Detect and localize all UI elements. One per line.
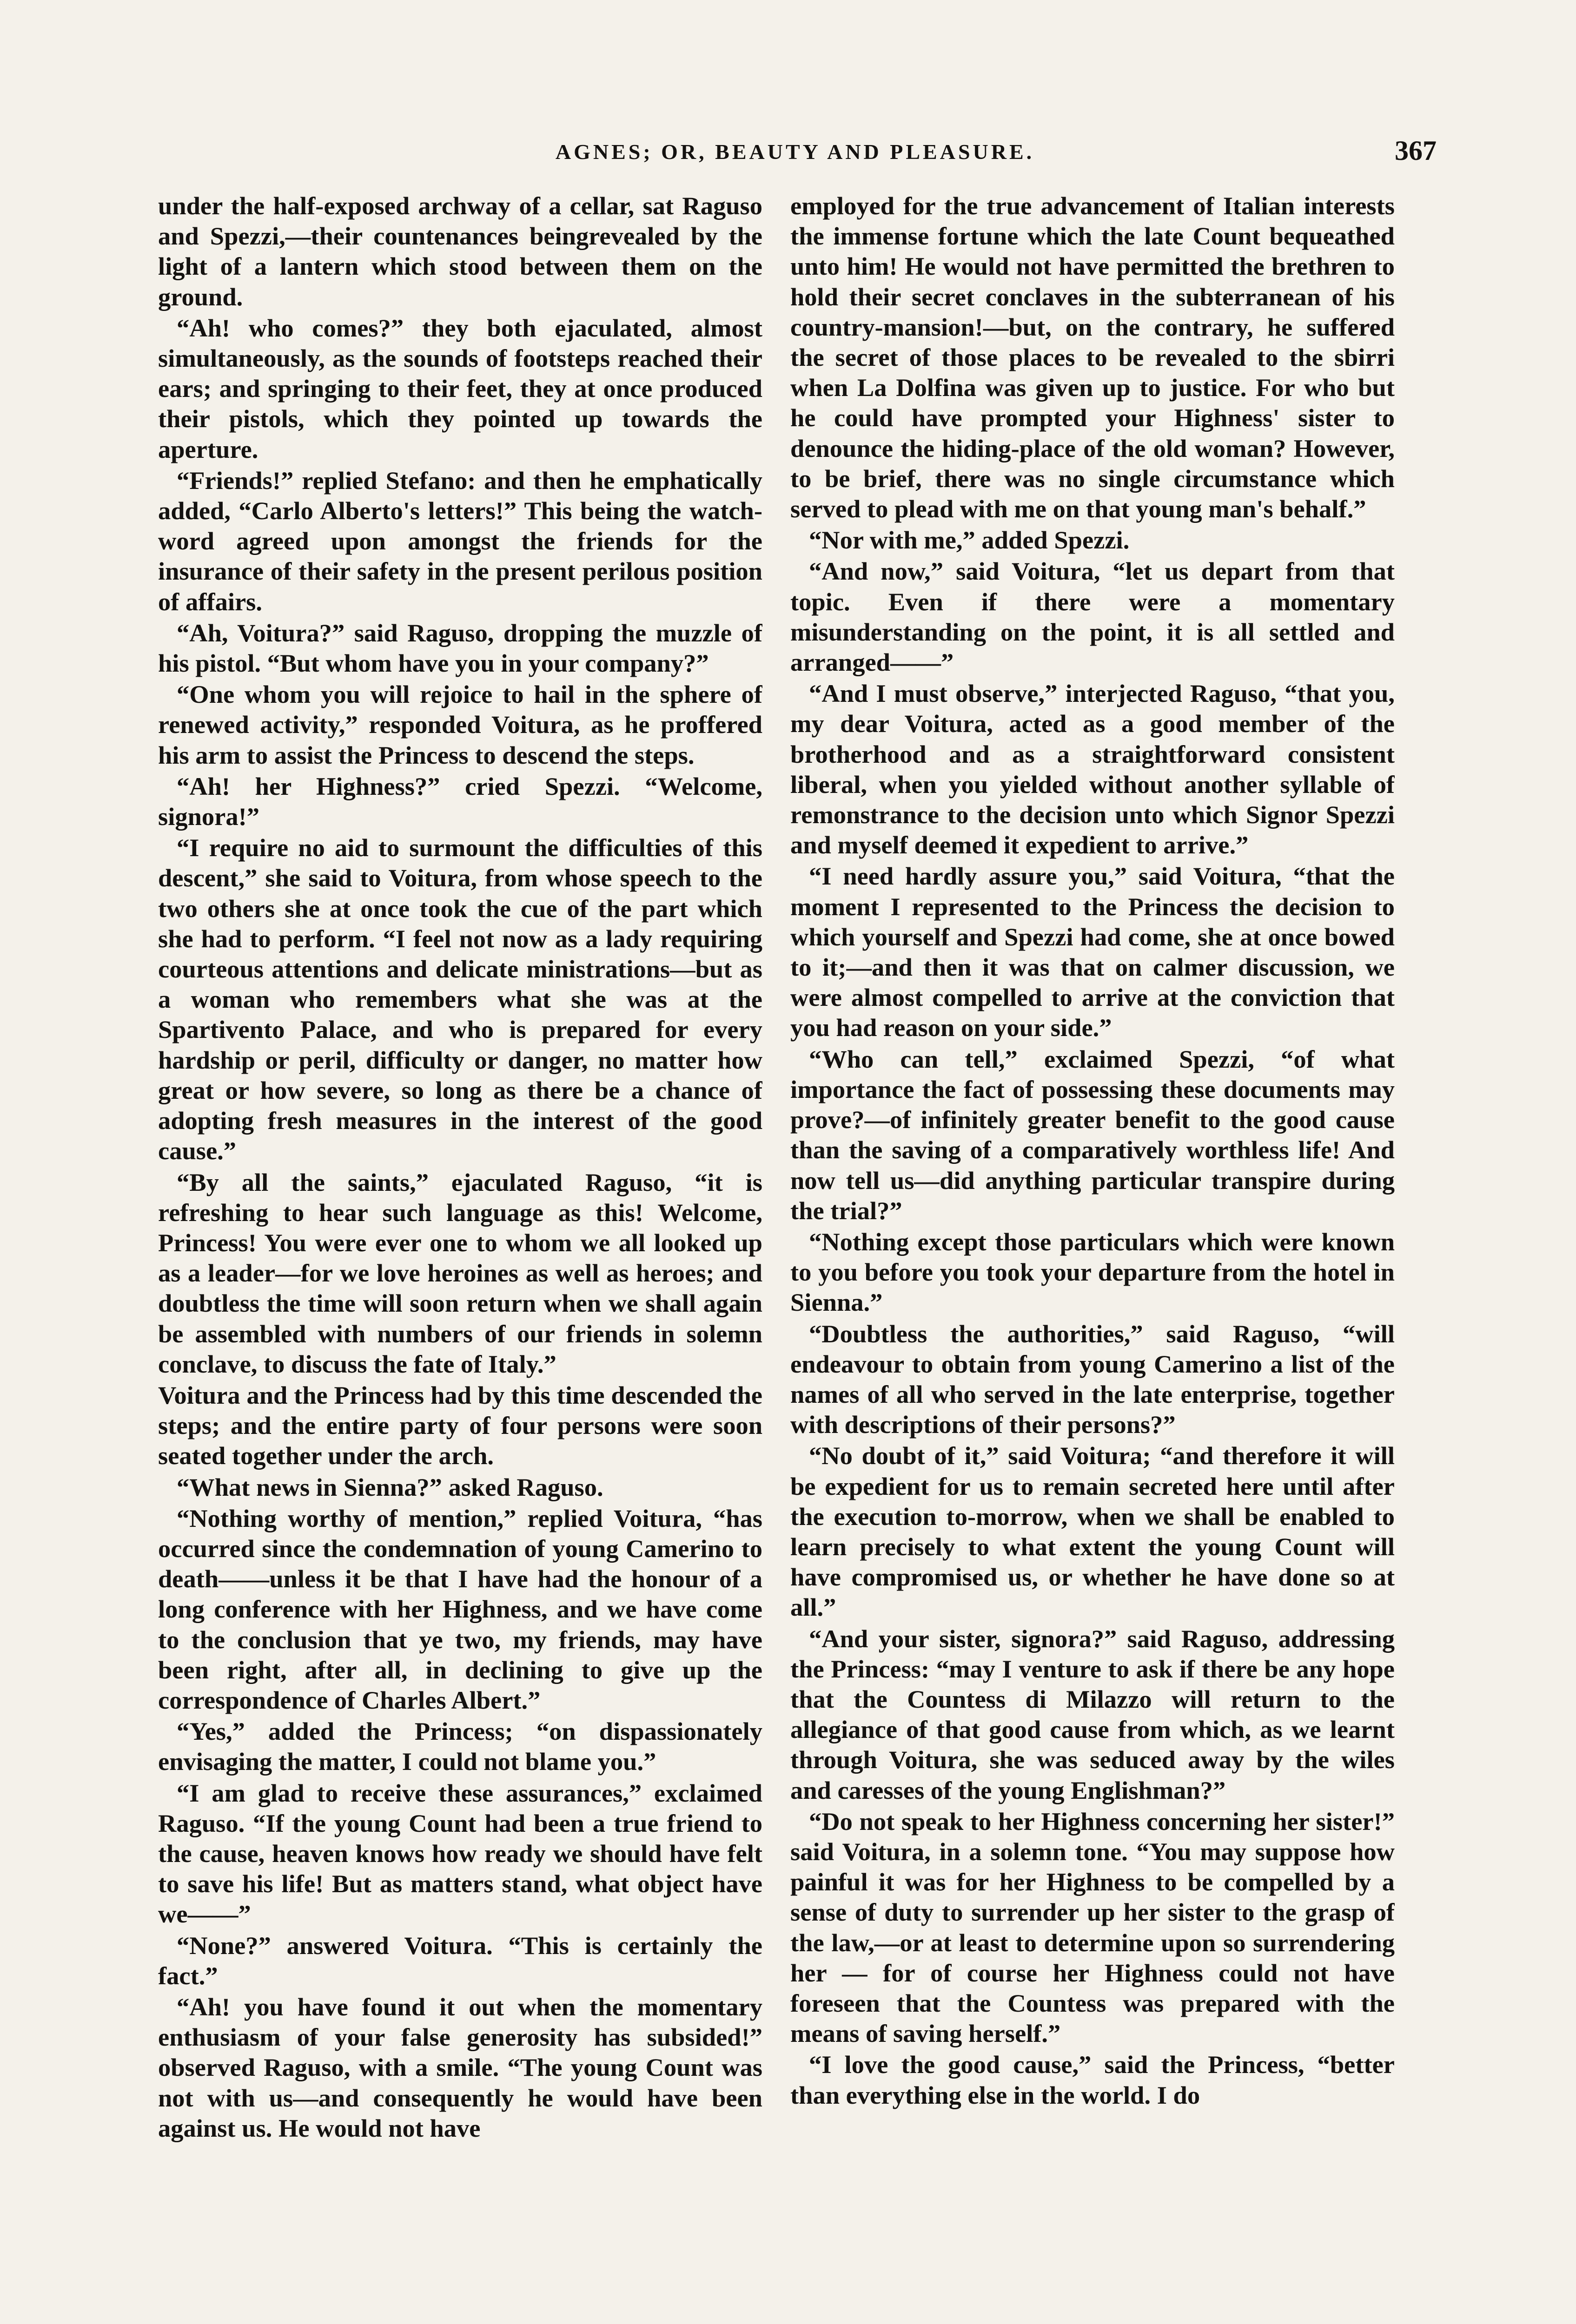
paragraph: “Nor with me,” added Spezzi. <box>809 526 1130 555</box>
paragraph: “Nothing worthy of mention,” replied Voitura, “has occurred since the condemnation of young Camerino to death——unless it be that I have had the honour of a long conference with her Highness, and we have come to the conclusion that ye two, my friends, may have been right, after all, in declining to give up the correspondence of Charles Albert.” <box>158 1504 762 1714</box>
paragraph: “I need hardly assure you,” said Voitura, “that the moment I represented to the Princess the decision to which yourself and Spezzi had come, she at once bowed to it;—and then it was that on calmer discussion, we were almost compelled to arrive at the conviction that you had reason on your side.” <box>790 862 1395 1042</box>
paragraph: “Yes,” added the Princess; “on dispassionately envisaging the matter, I could not blame you.” <box>158 1717 762 1776</box>
paragraph: “And I must observe,” interjected Raguso, “that you, my dear Voitura, acted as a good member of the brotherhood and as a straightforward consistent liberal, when you yielded without another syllable of remonstrance to the decision unto which Signor Spezzi and myself deemed it expedient to arrive.” <box>790 679 1395 859</box>
paragraph: “I am glad to receive these assurances,” exclaimed Raguso. “If the young Count had been a true friend to the cause, heaven knows how ready we should have felt to save his life! But as matters stand, what object have we——” <box>158 1778 762 1928</box>
running-title: AGNES; OR, BEAUTY AND PLEASURE. <box>555 140 1035 164</box>
paragraph: “Doubtless the authorities,” said Raguso, “will endeavour to obtain from young Camerino a list of the names of all who served in the late enterprise, together with descriptions of their persons?” <box>790 1319 1395 1439</box>
paragraph: “What news in Sienna?” asked Raguso. <box>177 1472 603 1501</box>
paragraph: “Ah! who comes?” they both ejaculated, almost simultaneously, as the sounds of footsteps reached their ears; and springing to their feet, they at once produced their pistols, which they pointed up towards the aperture. <box>158 313 762 463</box>
paragraph: “Who can tell,” exclaimed Spezzi, “of what importance the fact of possessing these documents may prove?—of infinitely greater benefit to the good cause than the saving of a comparatively worthless life! And now tell us—did anything particular transpire during the trial?” <box>790 1044 1395 1225</box>
paragraph: Voitura and the Princess had by this time descended the steps; and the entire party of four persons were soon seated together under the arch. <box>158 1380 762 1470</box>
paragraph: “I require no aid to surmount the difficulties of this descent,” she said to Voitura, from whose speech to the two others she at once took the cue of the part which she had to perform. “I feel not now as a lady requiring courteous attentions and delicate ministrations—but as a woman who remembers what she was at the Spartivento Palace, and who is prepared for every hardship or peril, difficulty or danger, no matter how great or how severe, so long as there be a chance of adopting fresh measures in the interest of the good cause.” <box>158 833 762 1165</box>
paragraph: “Friends!” replied Stefano: and then he emphatically added, “Carlo Alberto's letters!” This being the watch-word agreed upon amongst the friends for the insurance of their safety in the present perilous position of affairs. <box>158 466 762 616</box>
paragraph: “Ah! you have found it out when the momentary enthusiasm of your false generosity has subsided!” observed Raguso, with a smile. “The young Count was not with us—and consequently he would have been against us. He would not have <box>158 1992 762 2142</box>
paragraph: “And your sister, signora?” said Raguso, addressing the Princess: “may I venture to ask if there be any hope that the Countess di Milazzo will return to the allegiance of that good cause from which, as we learnt through Voitura, she was seduced away by the wiles and caresses of the young Englishman?” <box>790 1624 1395 1804</box>
paragraph: “Do not speak to her Highness concerning her sister!” said Voitura, in a solemn tone. “You may suppose how painful it was for her Highness to be compelled by a sense of duty to surrender up her sister to the grasp of the law,—or at least to determine upon so surrendering her — for of course her Highness could not have foreseen that the Countess was prepared with the means of saving herself.” <box>790 1807 1395 2048</box>
page-header <box>153 135 1437 186</box>
paragraph: under the half-exposed archway of a cellar, sat Raguso and Spezzi,—their countenances beingrevealed by the light of a lantern which stood between them on the ground. <box>158 191 762 311</box>
paragraph: “By all the saints,” ejaculated Raguso, “it is refreshing to hear such language as this! Welcome, Princess! You were ever one to whom we all looked up as a leader—for we love heroines as well as heroes; and doubtless the time will soon return when we shall again be assembled with numbers of our friends in solemn conclave, to discuss the fate of Italy.” <box>158 1168 762 1378</box>
paragraph: “One whom you will rejoice to hail in the sphere of renewed activity,” responded Voitura, as he proffered his arm to assist the Princess to descend the steps. <box>158 680 762 769</box>
page-number: 367 <box>1395 135 1437 166</box>
paragraph: “Ah! her Highness?” cried Spezzi. “Welcome, signora!” <box>158 772 762 831</box>
paragraph: “No doubt of it,” said Voitura; “and therefore it will be expedient for us to remain secreted here until after the execution to-morrow, when we shall be enabled to learn precisely to what extent the young Count will have compromised us, or whether he have done so at all.” <box>790 1441 1395 1622</box>
paragraph: employed for the true advancement of Italian interests the immense fortune which the late Count bequeathed unto him! He would not have permitted the brethren to hold their secret conclaves in the subterranean of his country-mansion!—but, on the contrary, he suffered the secret of those places to be revealed to the sbirri when La Dolfina was given up to justice. For who but he could have prompted your Highness' sister to denounce the hiding-place of the old woman? However, to be brief, there was no single circumstance which served to plead with me on that young man's behalf.” <box>790 191 1395 523</box>
paragraph: “Ah, Voitura?” said Raguso, dropping the muzzle of his pistol. “But whom have you in your company?” <box>158 618 762 678</box>
paragraph: “None?” answered Voitura. “This is certainly the fact.” <box>158 1931 762 1990</box>
paragraph: “I love the good cause,” said the Princess, “better than everything else in the world. I do <box>790 2050 1395 2109</box>
paragraph: “And now,” said Voitura, “let us depart from that topic. Even if there were a momentary misunderstanding on the point, it is all settled and arranged——” <box>790 557 1395 677</box>
paragraph: “Nothing except those particulars which were known to you before you took your departure from the hotel in Sienna.” <box>790 1227 1395 1317</box>
left-column <box>158 191 762 2324</box>
right-column <box>790 191 1395 2324</box>
